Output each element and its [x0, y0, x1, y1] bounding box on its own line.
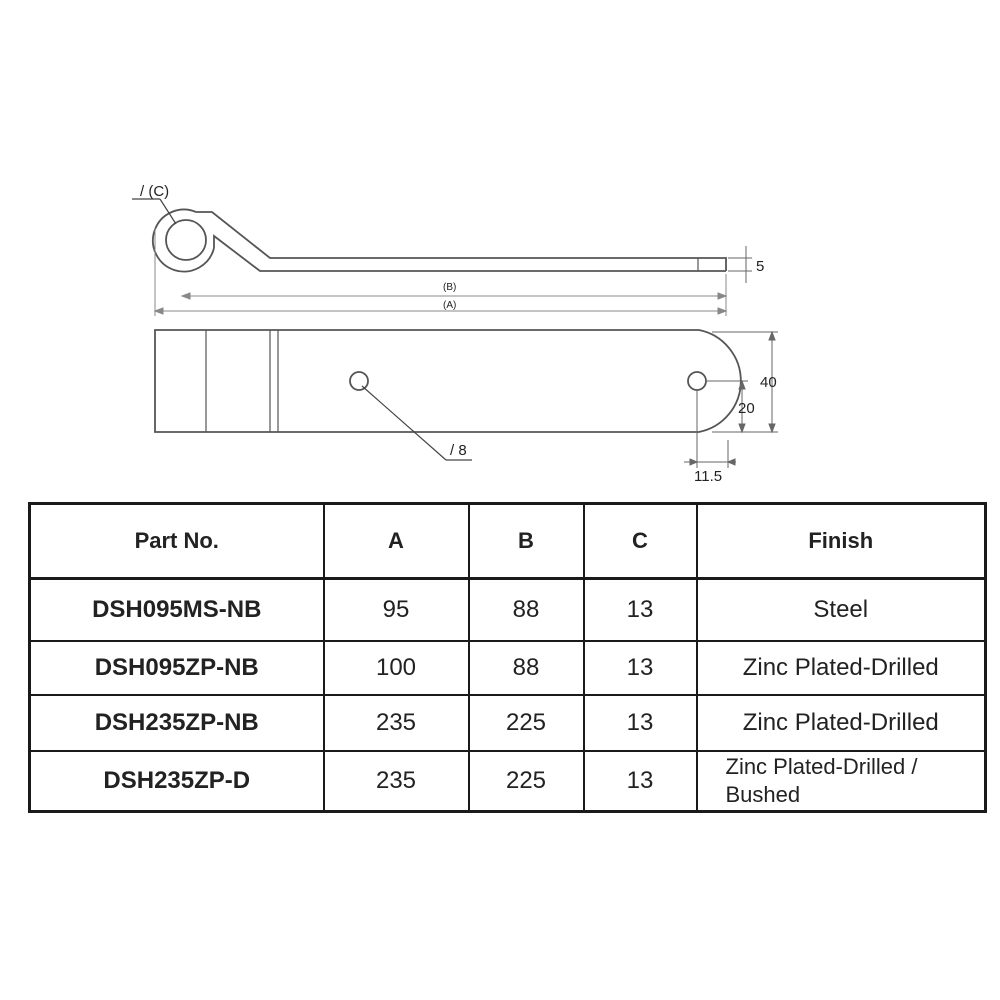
pin-hole: [166, 220, 206, 260]
strap-outline: [155, 330, 741, 432]
side-view: [153, 210, 726, 272]
plan-view: [155, 330, 741, 432]
cell-a: 235: [324, 695, 469, 751]
thickness-dimension: [728, 246, 764, 283]
header-c: C: [584, 504, 697, 579]
c-diameter-label: / (C): [140, 183, 170, 200]
cell-finish: Zinc Plated-Drilled / Bushed: [697, 751, 986, 812]
length-dimensions: [155, 228, 726, 316]
strap-upper-edge: [196, 212, 726, 271]
cell-c: 13: [584, 641, 697, 695]
specification-table: [28, 502, 987, 813]
c-diameter-callout: [132, 183, 176, 224]
cell-finish: Steel: [697, 579, 986, 642]
table-header-row: [30, 504, 986, 579]
header-b: B: [469, 504, 584, 579]
width-label: 40: [760, 374, 777, 391]
cell-part-no: DSH095ZP-NB: [30, 641, 324, 695]
hole-edge-dimension: [684, 390, 736, 485]
cell-c: 13: [584, 751, 697, 812]
cell-b: 225: [469, 695, 584, 751]
length-b-label: (B): [443, 282, 457, 293]
hole-diameter-callout: [362, 386, 472, 460]
cell-b: 88: [469, 641, 584, 695]
cell-a: 235: [324, 751, 469, 812]
table-row: [30, 695, 986, 751]
mounting-hole-right: [688, 372, 706, 390]
cell-c: 13: [584, 695, 697, 751]
hole-edge-label: 11.5: [694, 468, 723, 485]
hole-offset-label: 20: [738, 400, 755, 417]
header-part-no: Part No.: [30, 504, 324, 579]
strap-lower-edge: [214, 236, 726, 271]
hole-diameter-label: / 8: [450, 442, 467, 459]
width-dimensions: [706, 332, 778, 432]
cell-a: 100: [324, 641, 469, 695]
table-row: [30, 751, 986, 812]
thickness-label: 5: [756, 258, 765, 275]
table-row: [30, 579, 986, 642]
curl-outer: [153, 210, 214, 272]
cell-part-no: DSH235ZP-D: [30, 751, 324, 812]
cell-part-no: DSH235ZP-NB: [30, 695, 324, 751]
cell-b: 225: [469, 751, 584, 812]
cell-a: 95: [324, 579, 469, 642]
cell-part-no: DSH095MS-NB: [30, 579, 324, 642]
table-row: [30, 641, 986, 695]
length-a-label: (A): [443, 300, 457, 311]
cell-finish: Zinc Plated-Drilled: [697, 641, 986, 695]
header-finish: Finish: [697, 504, 986, 579]
header-a: A: [324, 504, 469, 579]
cell-finish: Zinc Plated-Drilled: [697, 695, 986, 751]
cell-b: 88: [469, 579, 584, 642]
mounting-hole-left: [350, 372, 368, 390]
cell-c: 13: [584, 579, 697, 642]
